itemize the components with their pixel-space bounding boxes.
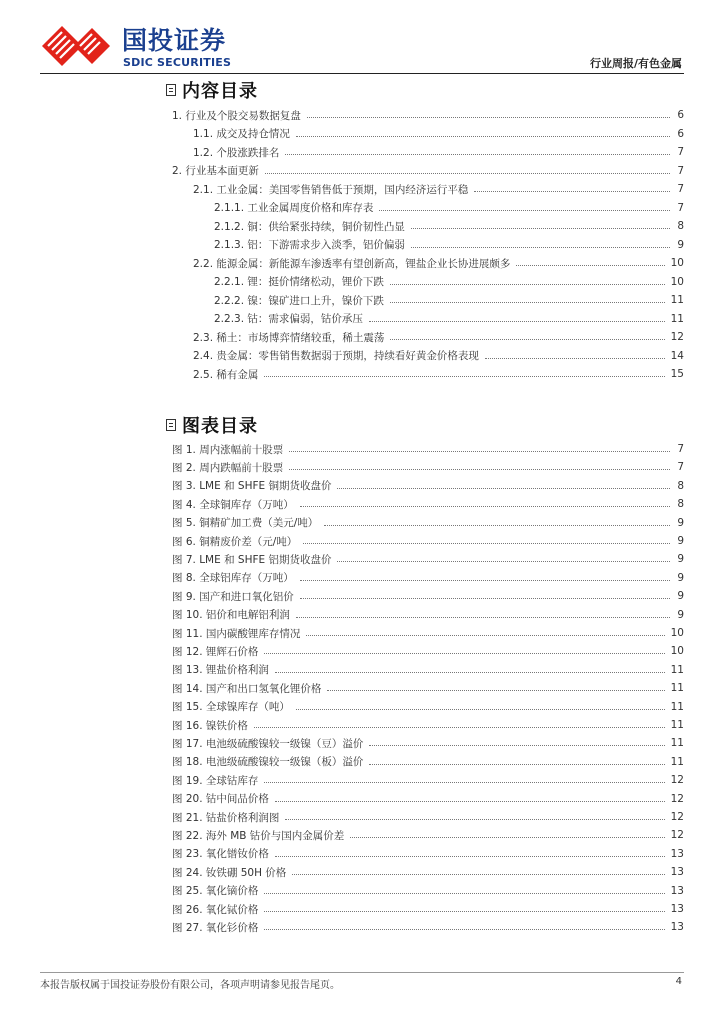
- figure-label: 图 10. 铝价和电解铝利润: [172, 609, 290, 622]
- figure-page: 10: [670, 645, 684, 658]
- toc-page: 6: [677, 109, 684, 121]
- toc-page: 9: [677, 238, 684, 251]
- brand-name-cn: 国投证券: [122, 26, 227, 55]
- toc-title: 内容目录: [182, 81, 258, 102]
- figures-title: 图表目录: [182, 416, 258, 437]
- toc-label: 1.2. 个股涨跌排名: [193, 146, 280, 159]
- figure-label: 图 26. 氧化铽价格: [172, 903, 259, 916]
- toc-label: 2.2.3. 钴：需求偏弱，钴价承压: [214, 313, 363, 325]
- figure-entry[interactable]: [172, 550, 684, 568]
- figure-page: 7: [677, 461, 684, 474]
- dot-leader: [390, 274, 665, 285]
- toc-entry[interactable]: [193, 254, 684, 272]
- dot-leader: [369, 754, 664, 765]
- toc-label: 2. 行业基本面更新: [172, 165, 259, 177]
- dot-leader: [264, 643, 664, 654]
- dot-leader: [264, 901, 664, 912]
- toc-page: 7: [677, 201, 684, 214]
- dot-leader: [296, 699, 665, 710]
- figure-label: 图 14. 国产和出口氢氧化锂价格: [172, 682, 322, 695]
- figure-label: 图 4. 全球铜库存（万吨）: [172, 498, 294, 511]
- figure-page: 9: [677, 571, 684, 584]
- toc-label: 2.1.2. 铜：供给紧张持续，铜价韧性凸显: [214, 220, 405, 233]
- toc-entry[interactable]: [193, 365, 684, 383]
- figure-entry[interactable]: [172, 495, 684, 513]
- dot-leader: [275, 791, 665, 802]
- dot-leader: [275, 662, 665, 673]
- toc-page: 14: [670, 349, 684, 362]
- page-header: [0, 0, 724, 80]
- figure-entry[interactable]: [172, 661, 684, 679]
- figure-page: 9: [677, 553, 684, 566]
- figure-label: 图 5. 铜精矿加工费（美元/吨）: [172, 517, 319, 530]
- figure-page: 9: [677, 535, 684, 547]
- figure-entry[interactable]: [172, 826, 684, 844]
- toc-label: 2.2.2. 镍：镍矿进口上升，镍价下跌: [214, 294, 384, 307]
- dot-leader: [254, 717, 665, 728]
- dot-leader: [369, 311, 665, 322]
- toc-label: 2.4. 贵金属：零售销售数据弱于预期，持续看好黄金价格表现: [193, 350, 479, 362]
- toc-label: 2.2. 能源金属：新能源车渗透率有望创新高，锂盐企业长协进展颇多: [193, 257, 511, 270]
- figure-entry[interactable]: [172, 845, 684, 863]
- figure-page: 13: [670, 847, 684, 860]
- dot-leader: [300, 588, 670, 599]
- toc-entry[interactable]: [193, 328, 684, 346]
- figure-page: 13: [670, 884, 684, 897]
- toc-label: 1.1. 成交及持仓情况: [193, 128, 290, 140]
- dot-leader: [296, 607, 670, 618]
- figure-page: 12: [670, 792, 684, 805]
- report-category: 行业周报/有色金属: [589, 57, 682, 70]
- figure-entry[interactable]: [172, 771, 684, 789]
- document-icon: [166, 84, 176, 96]
- dot-leader: [411, 237, 670, 248]
- figure-entry[interactable]: [172, 477, 684, 495]
- dot-leader: [306, 625, 664, 636]
- figure-label: 图 6. 铜精废价差（元/吨）: [172, 535, 298, 548]
- figure-entry[interactable]: [172, 716, 684, 734]
- figure-page: 11: [670, 682, 684, 695]
- toc-label: 2.1. 工业金属：美国零售销售低于预期，国内经济运行平稳: [193, 183, 469, 196]
- figure-label: 图 24. 钕铁硼 50H 价格: [172, 866, 287, 879]
- toc-label: 2.1.1. 工业金属周度价格和库存表: [214, 202, 374, 214]
- figure-label: 图 9. 国产和进口氧化铝价: [172, 590, 294, 603]
- dot-leader: [337, 478, 670, 489]
- figure-label: 图 7. LME 和 SHFE 铝期货收盘价: [172, 553, 332, 566]
- toc-label: 2.3. 稀土：市场博弈情绪较重，稀土震荡: [193, 331, 385, 344]
- figure-label: 图 16. 镍铁价格: [172, 719, 248, 732]
- dot-leader: [285, 144, 670, 155]
- toc-page: 10: [670, 257, 684, 269]
- brand-name-en: SDIC SECURITIES: [123, 56, 232, 69]
- figure-label: 图 8. 全球铝库存（万吨）: [172, 572, 294, 585]
- figure-page: 13: [670, 903, 684, 915]
- dot-leader: [265, 163, 670, 174]
- figure-page: 11: [670, 737, 684, 750]
- figure-page: 7: [677, 443, 684, 455]
- figure-entry[interactable]: [172, 440, 684, 458]
- dot-leader: [275, 846, 665, 857]
- figure-label: 图 1. 周内涨幅前十股票: [172, 443, 284, 456]
- figure-label: 图 15. 全球镍库存（吨）: [172, 701, 290, 714]
- toc-page: 11: [670, 312, 684, 325]
- figure-page: 11: [670, 719, 684, 731]
- copyright-notice: 本报告版权属于国投证券股份有限公司，各项声明请参见报告尾页。: [40, 980, 340, 991]
- dot-leader: [411, 218, 670, 229]
- dot-leader: [327, 680, 664, 691]
- toc-page: 6: [677, 127, 684, 140]
- company-logo-icon: [40, 24, 120, 68]
- figure-page: 12: [670, 811, 684, 823]
- dot-leader: [264, 919, 664, 930]
- toc-page: 11: [670, 294, 684, 306]
- dot-leader: [379, 200, 670, 211]
- figure-page: 12: [670, 774, 684, 787]
- figure-label: 图 27. 氧化钐价格: [172, 921, 259, 934]
- dot-leader: [292, 864, 664, 875]
- toc-page: 15: [670, 368, 684, 380]
- toc-page: 10: [670, 275, 684, 288]
- figure-entry[interactable]: [172, 642, 684, 660]
- figure-entry[interactable]: [172, 753, 684, 771]
- figure-entry[interactable]: [172, 734, 684, 752]
- toc-label: 1. 行业及个股交易数据复盘: [172, 109, 301, 122]
- figure-page: 9: [677, 608, 684, 621]
- figure-label: 图 21. 钴盐价格利润图: [172, 811, 280, 824]
- figure-label: 图 11. 国内碳酸锂库存情况: [172, 627, 301, 640]
- dot-leader: [390, 329, 664, 340]
- dot-leader: [264, 366, 664, 377]
- dot-leader: [289, 459, 670, 470]
- figure-entry[interactable]: [172, 790, 684, 808]
- dot-leader: [369, 735, 664, 746]
- figure-entry[interactable]: [172, 863, 684, 881]
- figure-label: 图 3. LME 和 SHFE 铜期货收盘价: [172, 480, 332, 493]
- figure-entry[interactable]: [172, 624, 684, 642]
- figure-label: 图 23. 氧化镨钕价格: [172, 848, 269, 861]
- figures-heading: [166, 413, 258, 437]
- toc-entry[interactable]: [193, 125, 684, 143]
- dot-leader: [289, 441, 670, 452]
- figure-entry[interactable]: [172, 882, 684, 900]
- figure-label: 图 22. 海外 MB 钴价与国内金属价差: [172, 829, 345, 842]
- figure-label: 图 17. 电池级硫酸镍较一级镍（豆）溢价: [172, 737, 364, 750]
- toc-entry[interactable]: [214, 291, 684, 309]
- dot-leader: [324, 515, 670, 526]
- figure-page: 8: [677, 479, 684, 492]
- toc-entry[interactable]: [214, 273, 684, 291]
- figure-page: 10: [670, 627, 684, 639]
- toc-entry[interactable]: [214, 217, 684, 235]
- toc-page: 7: [677, 164, 684, 177]
- dot-leader: [390, 292, 665, 303]
- figure-entry[interactable]: [172, 679, 684, 697]
- figure-label: 图 2. 周内跌幅前十股票: [172, 461, 284, 474]
- figure-entry[interactable]: [172, 514, 684, 532]
- figure-label: 图 12. 锂辉石价格: [172, 645, 259, 658]
- figure-page: 11: [670, 755, 684, 768]
- figure-entry[interactable]: [172, 900, 684, 918]
- figure-page: 11: [670, 663, 684, 676]
- figure-page: 11: [670, 700, 684, 713]
- dot-leader: [296, 126, 670, 137]
- toc-entry[interactable]: [193, 143, 684, 161]
- page-number: 4: [675, 976, 682, 987]
- figure-page: 9: [677, 590, 684, 603]
- figure-entry[interactable]: [172, 532, 684, 550]
- figure-page: 8: [677, 498, 684, 511]
- toc-entry[interactable]: [193, 180, 684, 198]
- dot-leader: [474, 181, 670, 192]
- footer-divider: [40, 972, 684, 973]
- dot-leader: [350, 827, 664, 838]
- figure-page: 12: [670, 829, 684, 842]
- dot-leader: [307, 107, 670, 118]
- figure-label: 图 20. 钴中间品价格: [172, 793, 269, 806]
- figure-page: 13: [670, 866, 684, 879]
- toc-page: 7: [677, 183, 684, 195]
- toc-entry[interactable]: [172, 162, 684, 180]
- figure-entry[interactable]: [172, 918, 684, 936]
- figure-page: 13: [670, 921, 684, 934]
- dot-leader: [285, 809, 664, 820]
- toc-label: 2.2.1. 锂：挺价情绪松动，锂价下跌: [214, 276, 384, 288]
- figure-label: 图 25. 氧化镝价格: [172, 885, 259, 898]
- toc-entry[interactable]: [193, 347, 684, 365]
- toc-page: 12: [670, 331, 684, 343]
- figure-entry[interactable]: [172, 808, 684, 826]
- figure-label: 图 18. 电池级硫酸镍较一级镍（板）溢价: [172, 756, 364, 769]
- dot-leader: [300, 496, 670, 507]
- toc-entry[interactable]: [214, 199, 684, 217]
- figure-entry[interactable]: [172, 606, 684, 624]
- figure-entry[interactable]: [172, 698, 684, 716]
- dot-leader: [303, 533, 670, 544]
- figure-label: 图 19. 全球钴库存: [172, 774, 259, 787]
- toc-entry[interactable]: [172, 106, 684, 124]
- dot-leader: [485, 348, 665, 359]
- dot-leader: [516, 255, 664, 266]
- toc-label: 2.1.3. 铝：下游需求步入淡季，铝价偏弱: [214, 239, 405, 251]
- header-divider: [40, 73, 684, 74]
- figure-entry[interactable]: [172, 458, 684, 476]
- figure-page: 9: [677, 516, 684, 529]
- toc-heading: [166, 78, 258, 102]
- toc-label: 2.5. 稀有金属: [193, 368, 259, 381]
- figure-entry[interactable]: [172, 587, 684, 605]
- dot-leader: [264, 772, 664, 783]
- toc-entry[interactable]: [214, 236, 684, 254]
- figure-label: 图 13. 锂盐价格利润: [172, 664, 269, 677]
- toc-page: 7: [677, 146, 684, 158]
- document-icon: [166, 419, 176, 431]
- figure-entry[interactable]: [172, 569, 684, 587]
- dot-leader: [337, 551, 670, 562]
- toc-page: 8: [677, 220, 684, 232]
- toc-entry[interactable]: [214, 310, 684, 328]
- dot-leader: [264, 883, 664, 894]
- dot-leader: [300, 570, 670, 581]
